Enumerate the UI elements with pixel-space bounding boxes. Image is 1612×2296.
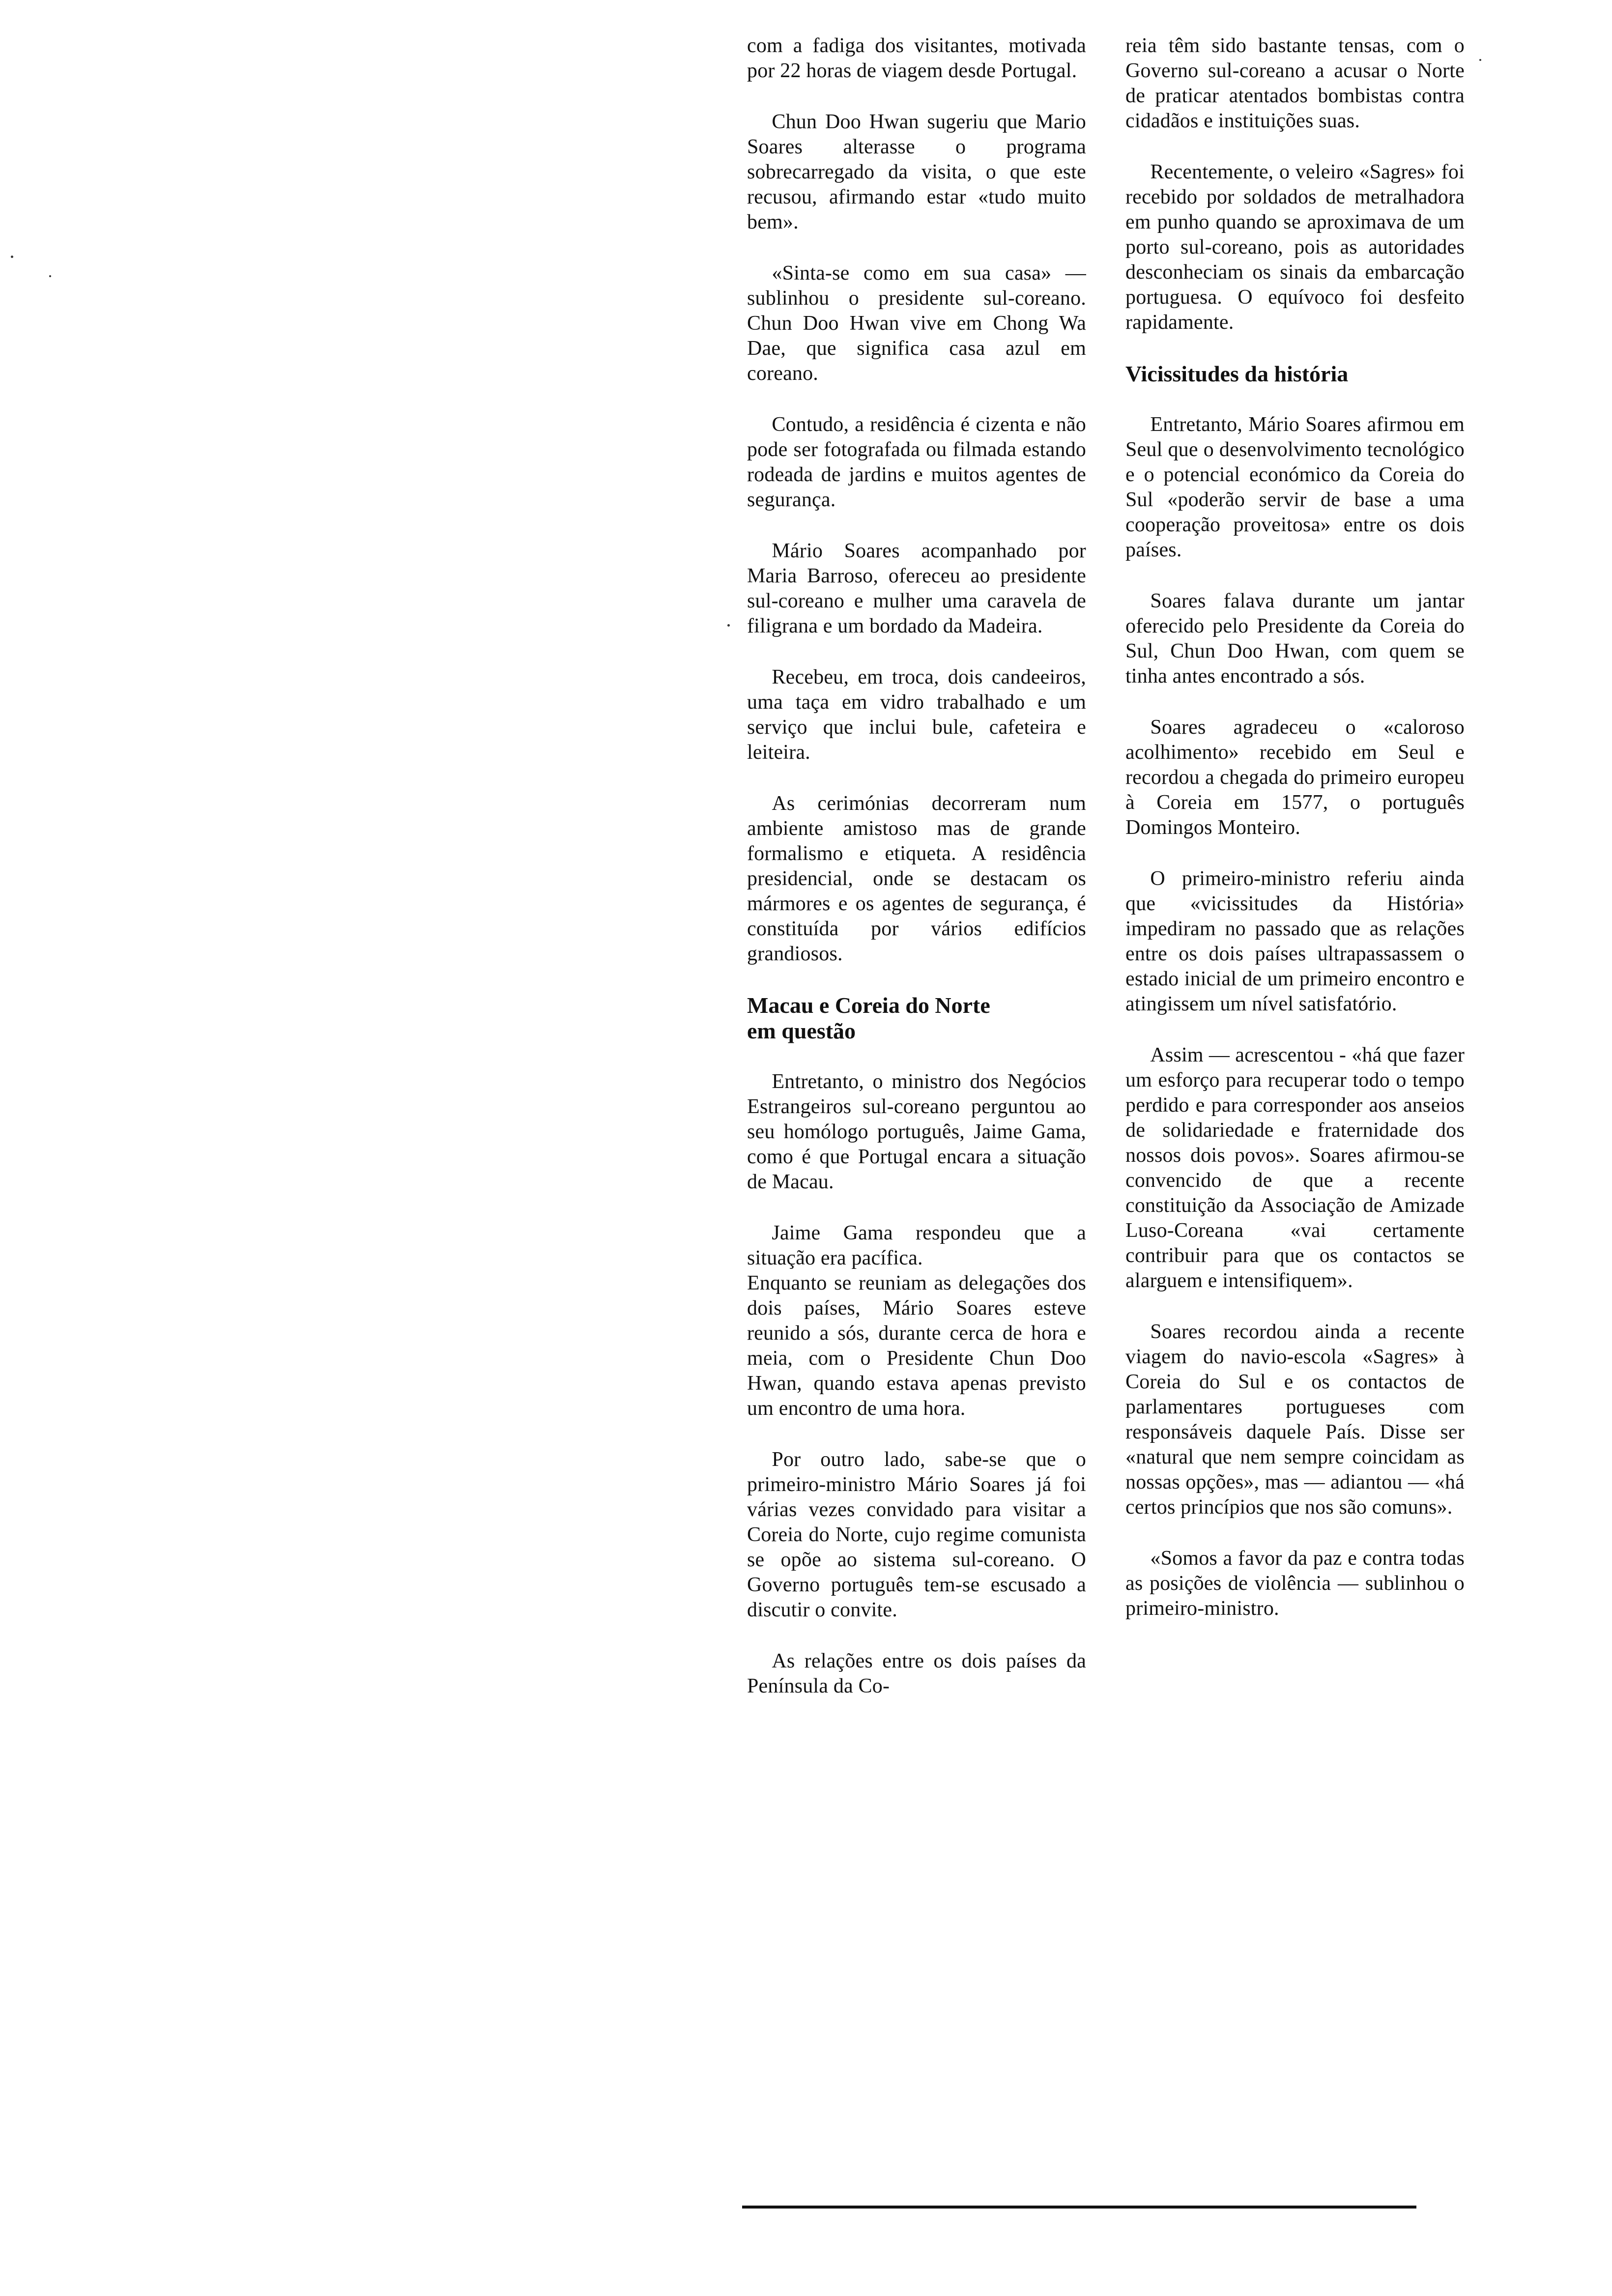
article-paragraph: Soares agradeceu o «caloroso acolhimento» recebido em Seul e recordou a chegada do primeiro europeu à Coreia em 1577, o português Domingos Monteiro. bbox=[1125, 716, 1465, 839]
article-paragraph: Jaime Gama respondeu que a situação era pacífica. Enquanto se reuniam as delegações dos dois países, Mário Soares esteve reunido a sós, durante cerca de hora e meia, com o Presidente Chun Doo Hwan, quando estava apenas previsto um encontro de uma hora. bbox=[747, 1222, 1086, 1420]
article-paragraph: O primeiro-ministro referiu ainda que «vicissitudes da História» impediram no passado que as relações entre os dois países ultrapassassem o estado inicial de um primeiro encontro e atingissem um nível satisfatório. bbox=[1125, 867, 1465, 1015]
article-paragraph: Soares falava durante um jantar oferecido pelo Presidente da Coreia do Sul, Chun Doo Hwan, com quem se tinha antes encontrado a sós. bbox=[1125, 590, 1465, 688]
article-paragraph: Contudo, a residência é cizenta e não pode ser fotografada ou filmada estando rodeada de jardins e muitos agentes de segurança. bbox=[747, 413, 1086, 511]
article-paragraph: Por outro lado, sabe-se que o primeiro-ministro Mário Soares já foi várias vezes convidado para visitar a Coreia do Norte, cujo regime comunista se opõe ao sistema sul-coreano. O Governo português tem-se escusado a discutir o convite. bbox=[747, 1448, 1086, 1621]
article-paragraph: As cerimónias decorreram num ambiente amistoso mas de grande formalismo e etiqueta. A residência presidencial, onde se destacam os mármores e os agentes de segurança, é constituída por vários edifícios grandiosos. bbox=[747, 792, 1086, 965]
article-paragraph: As relações entre os dois países da Península da Co- bbox=[747, 1650, 1086, 1697]
column-bottom-rule bbox=[742, 2206, 1416, 2209]
print-speck bbox=[49, 275, 51, 277]
article-paragraph: Entretanto, Mário Soares afirmou em Seul que o desenvolvimento tecnológico e o potencial económico da Coreia do Sul «poderão servir de base a uma cooperação proveitosa» entre os dois países. bbox=[1125, 413, 1465, 561]
article-paragraph: Entretanto, o ministro dos Negócios Estrangeiros sul-coreano perguntou ao seu homólogo português, Jaime Gama, como é que Portugal encara a situação de Macau. bbox=[747, 1070, 1086, 1193]
article-paragraph: com a fadiga dos visitantes, motivada por 22 horas de viagem desde Portugal. bbox=[747, 34, 1086, 82]
print-speck bbox=[727, 624, 730, 627]
print-speck bbox=[11, 256, 13, 258]
article-column-right bbox=[1125, 33, 1465, 1647]
article-paragraph: «Somos a favor da paz e contra todas as posições de violência — sublinhou o primeiro-ministro. bbox=[1125, 1547, 1465, 1620]
print-speck bbox=[1479, 59, 1481, 61]
article-paragraph: Soares recordou ainda a recente viagem do navio-escola «Sagres» à Coreia do Sul e os contactos de parlamentares portugueses com responsáveis daquele País. Disse ser «natural que nem sempre coincidam as nossas opções», mas — adiantou — «há certos princípios que nos são comuns». bbox=[1125, 1320, 1465, 1519]
article-paragraph: Mário Soares acompanhado por Maria Barroso, ofereceu ao presidente sul-coreano e mulher uma caravela de filigrana e um bordado da Madeira. bbox=[747, 540, 1086, 637]
article-paragraph: Recentemente, o veleiro «Sagres» foi recebido por soldados de metralhadora em punho quando se aproximava de um porto sul-coreano, pois as autoridades desconheciam os sinais da embarcação portuguesa. O equívoco foi desfeito rapidamente. bbox=[1125, 161, 1465, 334]
article-paragraph: Recebeu, em troca, dois candeeiros, uma taça em vidro trabalhado e um serviço que inclui bule, cafeteira e leiteira. bbox=[747, 666, 1086, 764]
article-paragraph: Chun Doo Hwan sugeriu que Mario Soares alterasse o programa sobrecarregado da visita, o que este recusou, afirmando estar «tudo muito bem». bbox=[747, 111, 1086, 233]
article-paragraph: «Sinta-se como em sua casa» — sublinhou o presidente sul-coreano. Chun Doo Hwan vive em Chong Wa Dae, que significa casa azul em coreano. bbox=[747, 262, 1086, 385]
section-subheading: Vicissitudes da história bbox=[1125, 361, 1349, 386]
article-paragraph: reia têm sido bastante tensas, com o Governo sul-coreano a acusar o Norte de praticar atentados bombistas contra cidadãos e instituições suas. bbox=[1125, 34, 1465, 132]
article-column-left bbox=[747, 33, 1086, 1725]
section-subheading: Macau e Coreia do Norte em questão bbox=[747, 993, 990, 1043]
article-paragraph: Assim — acrescentou - «há que fazer um esforço para recuperar todo o tempo perdido e para corresponder aos anseios de solidariedade e fraternidade dos nossos dois povos». Soares afirmou-se convencido de que a recente constituição da Associação de Amizade Luso-Coreana «vai certamente contribuir para que os contactos se alarguem e intensifiquem». bbox=[1125, 1044, 1465, 1292]
